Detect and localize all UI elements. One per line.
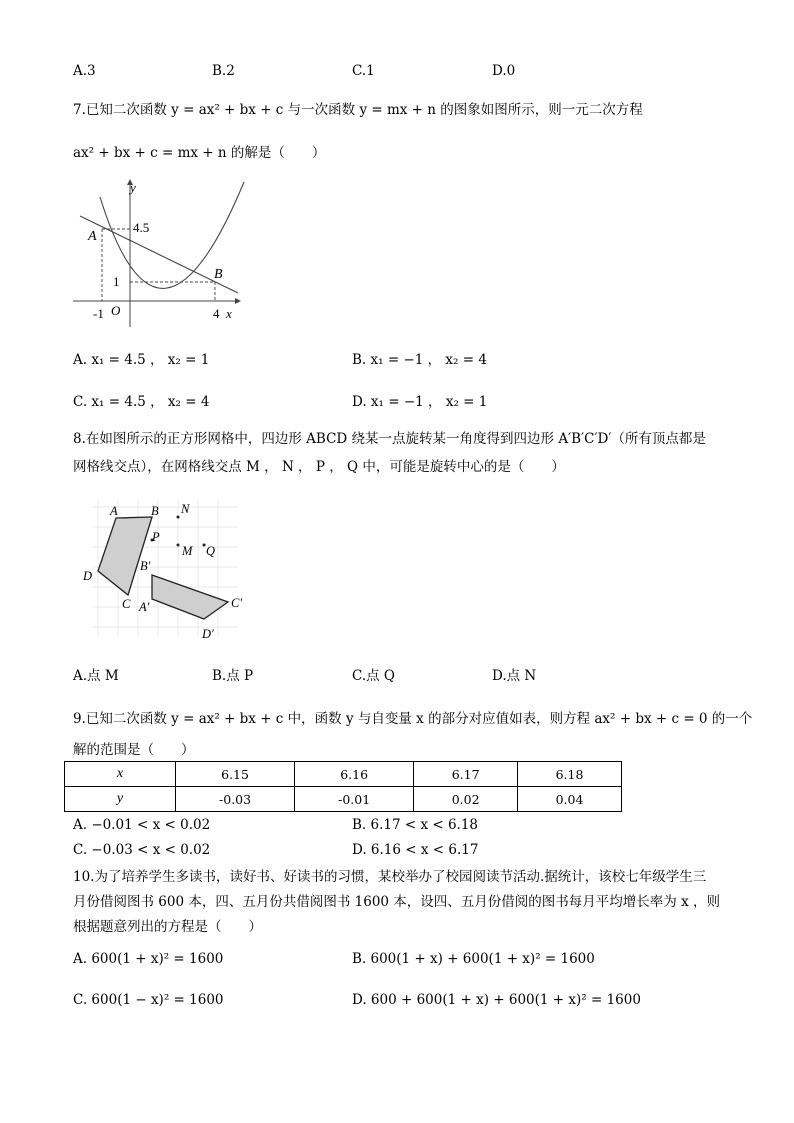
svg-text:B: B [151,504,159,518]
q6-option-a: A.3 [73,63,96,79]
q8-stem-line2: 网格线交点），在网格线交点 M ， N ， P ， Q 中，可能是旋转中心的是（ ） [73,459,565,475]
q7-option-c: C. x₁ = 4.5 ， x₂ = 4 [73,394,210,410]
q7-stem-line1: 7.已知二次函数 y = ax² + bx + c 与一次函数 y = mx + n 的图象如图所示，则一元二次方程 [73,102,643,118]
table-cell: -0.01 [295,787,414,812]
svg-text:B′: B′ [140,559,151,573]
x-axis-label: x [226,306,232,321]
q7-option-d: D. x₁ = −1 ， x₂ = 1 [352,394,488,410]
svg-text:D: D [83,569,93,583]
q8-option-d: D.点 N [492,668,537,684]
point-m [177,544,180,547]
q10-stem-line3: 根据题意列出的方程是（ ） [73,919,262,935]
table-row [65,762,622,787]
table-cell: 6.16 [295,762,414,787]
q9-stem-line1: 9.已知二次函数 y = ax² + bx + c 中，函数 y 与自变量 x 的部分对应值如表，则方程 ax² + bx + c = 0 的一个 [73,711,753,727]
point-a-label: A [88,229,97,244]
q8-option-a: A.点 M [73,668,119,684]
svg-text:C: C [122,597,131,611]
quadrilateral-a1b1c1d1 [152,575,228,619]
point-b-label: B [214,267,223,282]
q10-stem-line2: 月份借阅图书 600 本，四、五月份共借阅图书 1600 本，设四、五月份借阅的图书每月平均增长率为 x ，则 [73,894,720,910]
svg-text:M: M [182,544,193,558]
q10-option-a: A. 600(1 + x)² = 1600 [73,951,224,967]
q9-option-b: B. 6.17 < x < 6.18 [352,817,479,833]
table-x-label: x [65,762,176,787]
q9-option-a: A. −0.01 < x < 0.02 [73,817,211,833]
quadrilateral-abcd [98,517,152,595]
q6-option-b: B.2 [212,63,235,79]
q7-stem-line2: ax² + bx + c = mx + n 的解是（ ） [73,145,326,161]
svg-text:C′: C′ [231,596,243,610]
table-cell: 6.17 [414,762,518,787]
q10-option-b: B. 600(1 + x) + 600(1 + x)² = 1600 [352,951,595,967]
svg-text:A: A [110,504,118,518]
q9-option-c: C. −0.03 < x < 0.02 [73,842,211,858]
q7-graph [70,172,250,332]
label-4-5: 4.5 [133,220,150,235]
table-y-label: y [65,787,176,812]
label-4: 4 [213,306,220,321]
table-row [65,787,622,812]
svg-text:D′: D′ [202,627,214,641]
q9-option-d: D. 6.16 < x < 6.17 [352,842,479,858]
label-neg1: -1 [93,306,104,321]
q6-option-c: C.1 [352,63,375,79]
svg-text:A′: A′ [139,600,150,614]
q9-stem-line2: 解的范围是（ ） [73,742,195,758]
q6-option-d: D.0 [492,63,516,79]
q7-option-a: A. x₁ = 4.5 ， x₂ = 1 [73,352,210,368]
q10-option-c: C. 600(1 − x)² = 1600 [73,992,224,1008]
q8-option-b: B.点 P [212,668,254,684]
label-origin: O [111,303,121,318]
svg-text:Q: Q [206,544,216,558]
table-cell: 6.18 [518,762,622,787]
q8-grid-figure [78,495,253,645]
q9-value-table [64,761,622,812]
q10-stem-line1: 10.为了培养学生多读书，读好书、好读书的习惯，某校举办了校园阅读节活动.据统计，该校七年级学生三 [73,869,707,885]
y-axis-label: y [130,180,136,195]
q8-option-c: C.点 Q [352,668,395,684]
point-n [177,516,180,519]
q10-option-d: D. 600 + 600(1 + x) + 600(1 + x)² = 1600 [352,992,641,1008]
table-cell: 0.04 [518,787,622,812]
q8-stem-line1: 8.在如图所示的正方形网格中，四边形 ABCD 绕某一点旋转某一角度得到四边形 A′B′C′D′（所有顶点都是 [73,431,706,447]
q7-option-b: B. x₁ = −1 ， x₂ = 4 [352,352,487,368]
svg-text:P: P [152,530,160,544]
label-1: 1 [113,274,120,289]
table-cell: 6.15 [176,762,295,787]
table-cell: -0.03 [176,787,295,812]
svg-text:N: N [181,502,190,516]
table-cell: 0.02 [414,787,518,812]
